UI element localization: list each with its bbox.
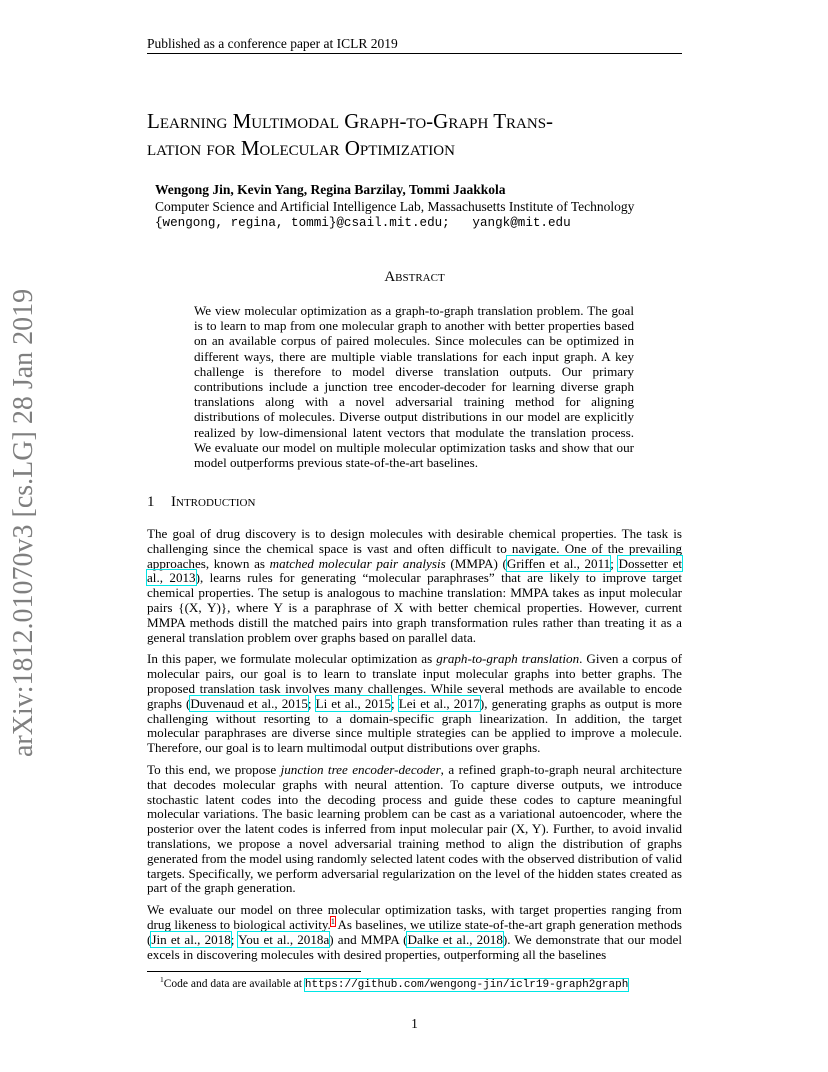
emphasis: matched molecular pair analysis [269, 555, 446, 571]
text-run: ; [230, 931, 239, 947]
emphasis: junction tree encoder-decoder [280, 761, 441, 777]
text-run: ), learns rules for generating “molecular paraphrases” that are likely to improve target chemical properties. The setup is analogous to machine translation: MMPA takes as input molecular pairs {(X, Y)}, where Y is a paraphrase of X with better chemical properties. However, current MMPA methods distill the matched pairs into graph transformation rules rather than treating it as a general translation problem over graphs based on parallel data. [147, 570, 682, 645]
text-run: ; [307, 695, 316, 711]
citation-link[interactable]: You et al., 2018a [238, 931, 330, 947]
paragraph-1 [147, 527, 682, 645]
citation-link[interactable]: Griffen et al., 2011 [506, 555, 611, 571]
author-emails: {wengong, regina, tommi}@csail.mit.edu; yangk@mit.edu [155, 216, 571, 230]
author-affiliation: Computer Science and Artificial Intelligence Lab, Massachusetts Institute of Technology [155, 198, 635, 214]
paragraph-4 [147, 903, 682, 962]
arxiv-stamp: arXiv:1812.01070v3 [cs.LG] 28 Jan 2019 [8, 288, 39, 757]
citation-link[interactable]: Jin et al., 2018 [151, 931, 231, 947]
running-header: Published as a conference paper at ICLR 2019 [147, 36, 398, 51]
text-run: (MMPA) ( [445, 555, 507, 571]
section-number: 1 [147, 494, 155, 510]
footnote-text: Code and data are available at [163, 978, 305, 990]
abstract-heading: Abstract [384, 269, 445, 285]
citation-link[interactable]: Dalke et al., 2018 [407, 931, 503, 947]
citation-link[interactable]: Li et al., 2015 [315, 695, 392, 711]
text-run: ; [391, 695, 399, 711]
text-run: ) and MMPA ( [329, 931, 408, 947]
paper-title [147, 108, 707, 162]
footnote [160, 977, 690, 992]
text-run: , a refined graph-to-graph neural architecture that decodes molecular graphs with neural attention. To capture diverse outputs, we introduce stochastic latent codes into the decoding process and guide these codes to capture meaningful molecular variations. The basic learning problem can be cast as a variational autoencoder, where the posterior over the latent codes is inferred from input molecular pair (X, Y). Further, to avoid invalid translations, we propose a novel adversarial training method to align the distribution of graphs generated from the model using randomly selected latent codes with the observed distribution of valid targets. Specifically, we perform adversarial regularization on the level of the hidden states created as part of the graph generation. [147, 761, 682, 896]
text-run: The goal of drug discovery is to design molecules with desirable chemical properties. The task is challenging since the chemical space is vast and often difficult to navigate. One of the prevailing approaches, known as [147, 526, 682, 571]
text-run: ; [610, 555, 619, 571]
abstract-text: We view molecular optimization as a graph-to-graph translation problem. The goal is to learn to map from one molecular graph to another with better properties based on an available corpus of paired molecules. Since molecules can be optimized in different ways, there are multiple viable translations for each input graph. A key challenge is therefore to model diverse translation outputs. Our primary contributions include a junction tree encoder-decoder for learning diverse graph translations along with a novel adversarial training method for aligning distributions of molecules. Diverse output distributions in our model are explicitly realized by low-dimensional latent vectors that modulate the translation process. We evaluate our model on multiple molecular optimization tasks and show that our model outperforms previous state-of-the-art baselines. [194, 303, 634, 471]
page-number: 1 [411, 1016, 418, 1031]
introduction-body [147, 527, 682, 969]
footnote-mark: 1 [160, 975, 164, 985]
citation-link[interactable]: Lei et al., 2017 [398, 695, 480, 711]
citation-link[interactable]: Dossetter et al., 2013 [147, 555, 683, 586]
paragraph-2 [147, 652, 682, 756]
paragraph-3 [147, 763, 682, 896]
text-run: We evaluate our model on three molecular optimization tasks, with target properties ranging from drug likeness to biological activity. [147, 902, 682, 932]
text-run: ), generating graphs as output is more challenging without resorting to a domain-specific graph linearization. In addition, the target molecular paraphrases are diverse since multiple strategies can be applied to improve a molecule. Therefore, our goal is to learn multimodal output distributions over graphs. [147, 695, 682, 756]
text-run: . Given a corpus of molecular pairs, our goal is to learn to translate input molecular graphs into better graphs. The proposed translation task involves many challenges. While several methods are available to encode graphs ( [147, 651, 682, 711]
text-run: As baselines, we utilize state-of-the-art graph generation methods ( [147, 916, 682, 947]
title-line-1: Learning Multimodal Graph-to-Graph Trans- [147, 109, 554, 133]
code-url-link[interactable]: https://github.com/wengong-jin/iclr19-graph2graph [304, 979, 629, 991]
title-line-2: lation for Molecular Optimization [147, 136, 455, 160]
section-title: Introduction [171, 494, 256, 510]
section-heading [147, 493, 682, 511]
citation-link[interactable]: Duvenaud et al., 2015 [190, 695, 308, 711]
footnote-link[interactable]: 1 [330, 916, 335, 926]
author-block [155, 182, 685, 232]
emphasis: graph-to-graph translation [436, 651, 580, 667]
footnote-rule [147, 971, 361, 972]
author-names: Wengong Jin, Kevin Yang, Regina Barzilay, Tommi Jaakkola [155, 182, 506, 197]
text-run: ). We demonstrate that our model excels in discovering molecules with desired properties, outperforming all the baselines [147, 931, 683, 962]
text-run: To this end, we propose [147, 761, 281, 777]
header-rule [147, 53, 682, 54]
text-run: In this paper, we formulate molecular optimization as [147, 651, 437, 667]
